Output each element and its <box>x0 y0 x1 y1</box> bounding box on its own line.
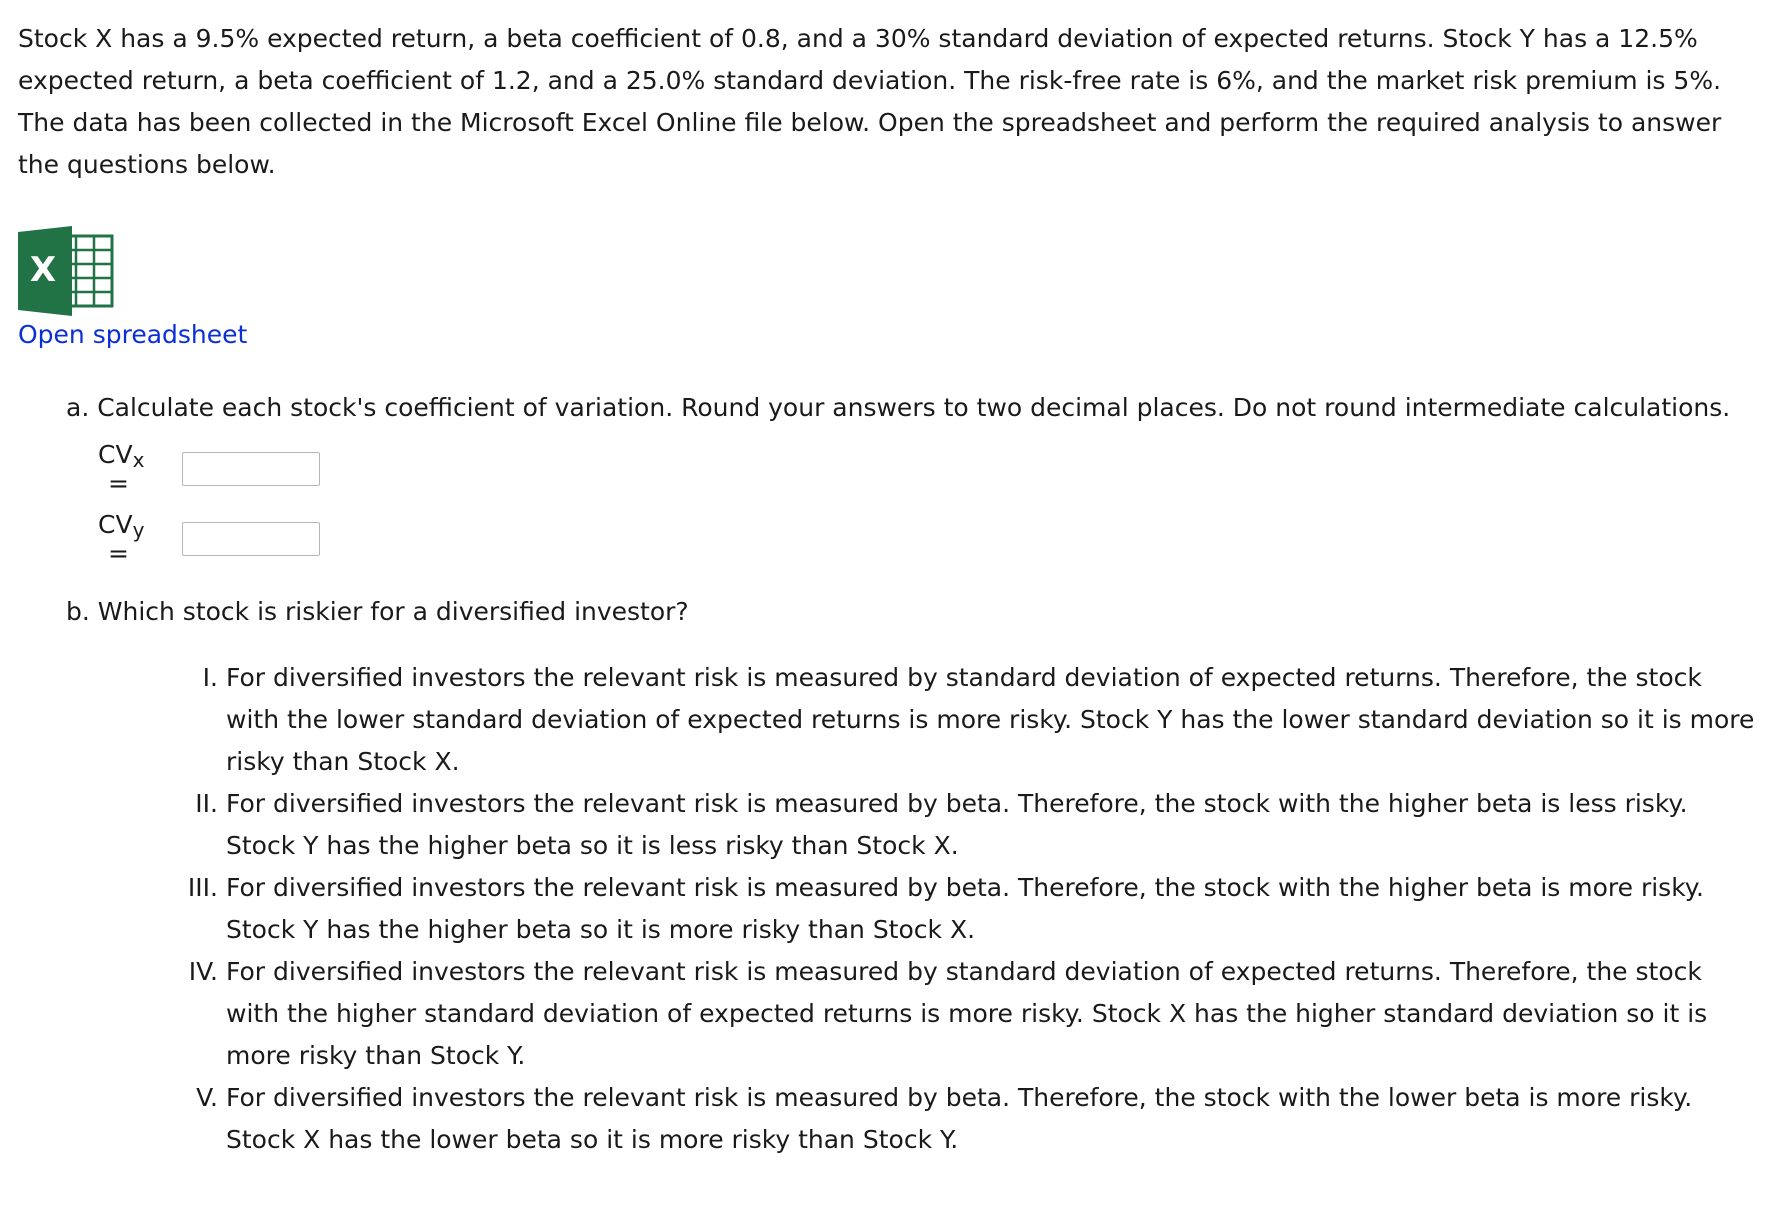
option-numeral: III. <box>187 873 218 902</box>
open-spreadsheet-link[interactable]: Open spreadsheet <box>18 320 248 349</box>
option-numeral: IV. <box>188 957 218 986</box>
option-numeral: II. <box>195 789 218 818</box>
answer-option-iv[interactable] <box>66 951 1758 1077</box>
answer-options <box>66 657 1758 1161</box>
cv-x-equals: = <box>108 469 129 498</box>
question-page <box>18 18 1758 1186</box>
cv-y-input[interactable] <box>182 522 320 556</box>
option-text: For diversified investors the relevant risk is measured by beta. Therefore, the stock with the higher beta is more risky. Stock Y has the higher beta so it is more risky than Stock X. <box>226 873 1704 944</box>
option-text: For diversified investors the relevant risk is measured by beta. Therefore, the stock with the lower beta is more risky. Stock X has the lower beta so it is more risky than Stock Y. <box>226 1083 1693 1154</box>
cv-x-label-sub: x <box>132 448 145 472</box>
cv-y-row <box>98 510 1758 568</box>
cv-y-equals: = <box>108 539 129 568</box>
answer-option-iii[interactable] <box>66 867 1758 951</box>
option-numeral: V. <box>196 1083 218 1112</box>
excel-icon[interactable] <box>18 226 114 316</box>
cv-x-label-main: CV <box>98 440 133 469</box>
excel-icon-letter: X <box>29 250 57 290</box>
cv-x-row <box>98 440 1758 498</box>
answer-option-i[interactable] <box>66 657 1758 783</box>
part-b <box>18 591 1758 1161</box>
option-text: For diversified investors the relevant risk is measured by beta. Therefore, the stock with the higher beta is less risky. Stock Y has the higher beta so it is less risky than Stock X. <box>226 789 1688 860</box>
part-a <box>18 387 1758 568</box>
part-a-question: a. Calculate each stock's coefficient of variation. Round your answers to two decimal places. Do not round intermediate calculations. <box>66 393 1731 422</box>
answer-option-v[interactable] <box>66 1077 1758 1161</box>
cv-x-label <box>98 440 182 498</box>
cv-y-label-sub: y <box>132 518 145 542</box>
option-text: For diversified investors the relevant risk is measured by standard deviation of expected returns. Therefore, the stock with the higher standard deviation of expected returns is more risky. Stock X has the higher standard deviation so it is more risky than Stock Y. <box>226 957 1708 1070</box>
option-numeral: I. <box>202 663 218 692</box>
intro-text: Stock X has a 9.5% expected return, a beta coefficient of 0.8, and a 30% standard deviation of expected returns. Stock Y has a 12.5% expected return, a beta coefficient of 1.2, and a 25.0% standard deviation. The risk-free rate is 6%, and the market risk premium is 5%. The data has been collected in the Microsoft Excel Online file below. Open the spreadsheet and perform the required analysis to answer the questions below. <box>18 24 1722 179</box>
option-text: For diversified investors the relevant risk is measured by standard deviation of expected returns. Therefore, the stock with the lower standard deviation of expected returns is more risky. Stock Y has the lower standard deviation so it is more risky than Stock X. <box>226 663 1755 776</box>
answer-option-ii[interactable] <box>66 783 1758 867</box>
cv-x-input[interactable] <box>182 452 320 486</box>
cv-y-label <box>98 510 182 568</box>
cv-y-label-main: CV <box>98 510 133 539</box>
part-b-question: b. Which stock is riskier for a diversified investor? <box>66 597 689 626</box>
